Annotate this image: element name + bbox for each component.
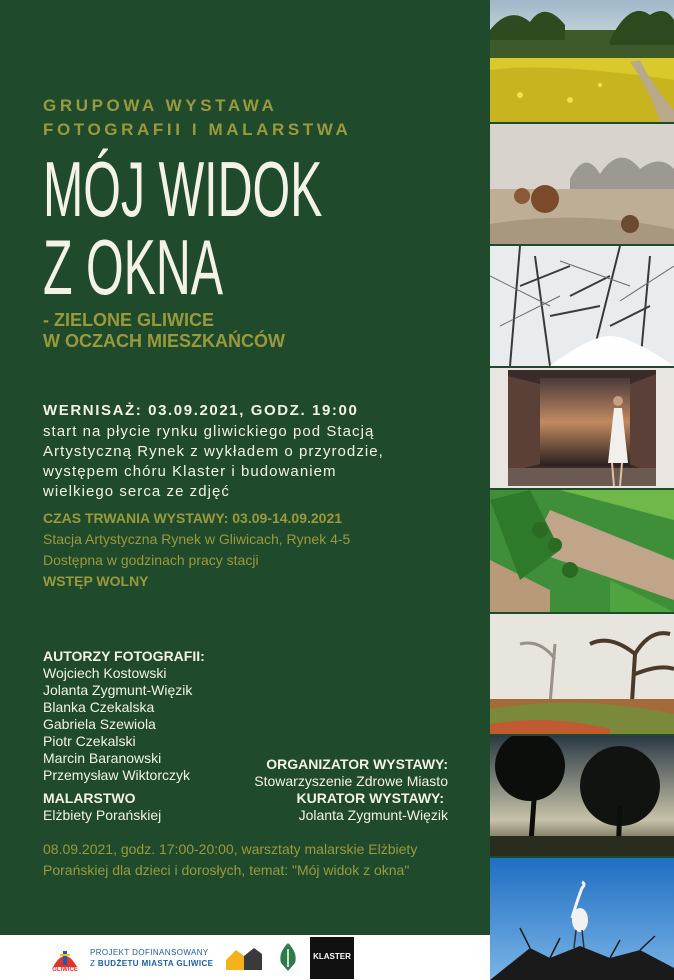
painting-credit bbox=[43, 790, 161, 824]
hours-text: Dostępna w godzinach pracy stacji bbox=[43, 552, 259, 568]
leaf-shield-logo bbox=[278, 941, 298, 973]
event-desc-line: start na płycie rynku gliwickiego pod Stacją bbox=[43, 423, 375, 440]
subtitle-line-2: W OCZACH MIESZKAŃCÓW bbox=[43, 331, 285, 351]
organizer-heading: ORGANIZATOR WYSTAWY: bbox=[266, 756, 448, 772]
authors-list bbox=[43, 648, 205, 784]
painting-artist: Elżbiety Porańskiej bbox=[43, 807, 162, 823]
gliwice-logo-text: GLIWICE bbox=[52, 967, 78, 973]
author-name: Przemysław Wiktorczyk bbox=[43, 767, 191, 783]
title-line-2: Z OKNA bbox=[43, 223, 224, 311]
snowy-forest-path-photo bbox=[490, 246, 674, 366]
kicker-line-1: GRUPOWA WYSTAWA bbox=[43, 96, 278, 115]
silhouette-trees-photo bbox=[490, 736, 674, 856]
entry-text: WSTĘP WOLNY bbox=[43, 573, 149, 589]
organizer-block bbox=[254, 756, 448, 824]
duration-text: CZAS TRWANIA WYSTAWY: 03.09-14.09.2021 bbox=[43, 510, 343, 526]
event-desc-line: Artystyczną Rynek z wykładem o przyrodzie, bbox=[43, 443, 384, 460]
funding-text bbox=[90, 947, 213, 969]
misty-meadow-photo bbox=[490, 124, 674, 244]
event-description bbox=[43, 422, 384, 502]
exhibition-info bbox=[43, 508, 350, 592]
title-line-1: MÓJ WIDOK bbox=[43, 145, 323, 233]
klaster-logo-text: KLASTER bbox=[313, 952, 351, 961]
rapeseed-field-photo bbox=[490, 0, 674, 122]
kicker-line-2: FOTOGRAFII I MALARSTWA bbox=[43, 120, 352, 139]
gliwice-logo bbox=[48, 941, 82, 975]
funding-prefix: Z bbox=[90, 959, 96, 968]
subtitle-line-1: - ZIELONE GLIWICE bbox=[43, 310, 214, 330]
funding-line-1: PROJEKT DOFINANSOWANY bbox=[90, 948, 209, 957]
funding-line-2 bbox=[90, 958, 213, 969]
venue-text: Stacja Artystyczna Rynek w Gliwicach, Rynek 4-5 bbox=[43, 531, 351, 547]
event-desc-line: występem chóru Klaster i budowaniem bbox=[43, 463, 337, 480]
author-name: Wojciech Kostowski bbox=[43, 665, 167, 681]
author-name: Jolanta Zygmunt-Więzik bbox=[43, 682, 193, 698]
event-desc-line: wielkiego serca ze zdjęć bbox=[43, 483, 230, 500]
organizer-name: Stowarzyszenie Zdrowe Miasto bbox=[254, 773, 448, 789]
wernisaz-date: WERNISAŻ: 03.09.2021, GODZ. 19:00 bbox=[43, 402, 359, 419]
heron-sky-photo bbox=[490, 858, 674, 980]
author-name: Piotr Czekalski bbox=[43, 733, 136, 749]
klaster-logo bbox=[310, 937, 354, 979]
author-name: Gabriela Szewiola bbox=[43, 716, 156, 732]
window-painting-photo bbox=[490, 368, 674, 488]
footer-sponsors bbox=[0, 935, 490, 980]
aerial-fields-photo bbox=[490, 490, 674, 612]
author-name: Marcin Baranowski bbox=[43, 750, 162, 766]
workshop-line: Porańskiej dla dzieci i dorosłych, temat: "Mój widok z okna" bbox=[43, 862, 410, 878]
authors-heading: AUTORZY FOTOGRAFII: bbox=[43, 648, 205, 664]
stowarzyszenie-logo bbox=[226, 944, 262, 972]
painting-heading: MALARSTWO bbox=[43, 790, 136, 806]
foggy-autumn-tree-photo bbox=[490, 614, 674, 734]
workshop-info bbox=[43, 839, 417, 881]
author-name: Blanka Czekalska bbox=[43, 699, 155, 715]
funding-city: BUDŻETU MIASTA GLIWICE bbox=[97, 959, 214, 968]
curator-name: Jolanta Zygmunt-Więzik bbox=[298, 807, 448, 823]
photo-column bbox=[490, 0, 674, 980]
workshop-line: 08.09.2021, godz. 17:00-20:00, warsztaty malarskie Elżbiety bbox=[43, 841, 418, 857]
curator-heading: KURATOR WYSTAWY: bbox=[296, 790, 444, 806]
